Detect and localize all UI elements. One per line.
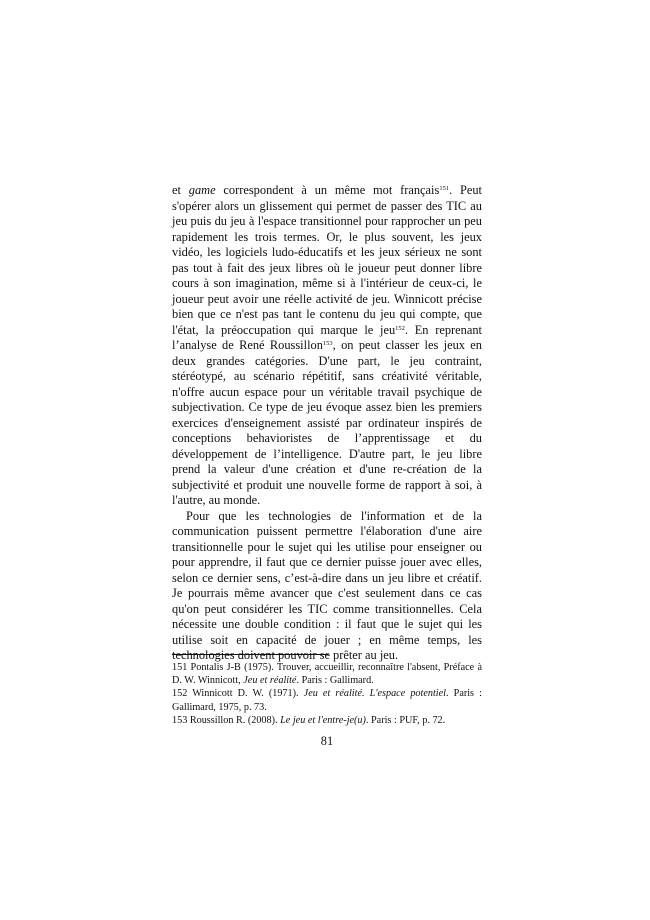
footnote-153: [172, 714, 482, 727]
footnote-151: [172, 661, 482, 687]
text-run-italic: game: [188, 183, 216, 197]
text-run: et: [172, 183, 189, 197]
paragraph-2: [172, 509, 482, 664]
text-run: . Paris : PUF, p. 72.: [365, 714, 446, 726]
footnote-ref-151: 151: [439, 185, 450, 192]
page-number: 81: [320, 734, 334, 748]
footnotes: [172, 661, 482, 727]
text-run: . Peut s'opérer alors un glissement qui permet de passer des TIC au jeu puis du jeu à l'espace transitionnel pour rapprocher un peu rapidement les trois termes. Or, le plus souvent, les jeux vidéo, les logiciels ludo-éducatifs et les jeux sérieux ne sont pas tout à fait des jeux libres où le joueur peut donner libre cours à son imagination, même si à l'intérieur de ceux-ci, le joueur peut avoir une réelle activité de jeu. Winnicott précise bien que ce n'est pas tant le contenu du jeu qui compte, que l'état, la préoccupation qui marque le jeu: [172, 183, 482, 337]
paragraph-1: [172, 183, 482, 509]
text-run: , on peut classer les jeux en deux grandes catégories. D'une part, le jeu contraint, stéréotypé, au scénario répétitif, sans créativité véritable, n'offre aucun espace pour un véritable travail psychique de subjectivation. Ce type de jeu évoque assez bien les premiers exercices d'enseignement assisté par ordinateur inspirés de conceptions behavioristes de l’apprentissage et du développement de l’intelligence. D'autre part, le jeu libre prend la valeur d'une création et d'une re-création de la subjectivité et produit une nouvelle forme de rapport à soi, à l'autre, au monde.: [172, 338, 482, 507]
text-run: . En reprenant l’analyse de René Roussillon: [172, 322, 483, 352]
text-run: 152 Winnicott D. W. (1971).: [172, 688, 304, 700]
text-run: 153 Roussillon R. (2008).: [172, 714, 281, 726]
text-run-italic: Le jeu et l'entre-je(u): [280, 714, 366, 726]
text-run-italic: Jeu et réalité: [243, 675, 297, 687]
text-run: correspondent à un même mot français: [215, 183, 440, 197]
footnote-152: [172, 687, 482, 713]
text-run: . Paris : Gallimard, 1975, p. 73.: [172, 688, 482, 713]
text-run-italic: Jeu et réalité. L'espace potentiel: [303, 688, 446, 700]
body-text: [172, 183, 482, 664]
text-run: . Paris : Gallimard.: [296, 675, 374, 687]
footnote-separator: [172, 654, 328, 655]
footnote-ref-153: 153: [322, 340, 333, 347]
footnote-ref-152: 152: [395, 324, 405, 332]
text-run: Pour que les technologies de l'information et de la communication puissent permettre l'élaboration d'une aire transitionnelle pour le sujet qui les utilise pour enseigner ou pour apprendre, il faut que ce dernier puisse jouer avec elles, selon ce dernier sens, c’est-à-dire dans un jeu libre et créatif. Je pourrais même avancer que c'est seulement dans ce cas qu'on peut considérer les TIC comme transitionnelles. Cela nécessite une double condition : il faut que le sujet qui les utilise soit en capacité de jouer ; en même temps, les technologies doivent pouvoir se prêter au jeu.: [172, 508, 482, 662]
text-run: 151 Pontalis J-B (1975). Trouver, accueillir, reconnaître l'absent, Préface à D. W. Winnicott,: [172, 662, 482, 687]
